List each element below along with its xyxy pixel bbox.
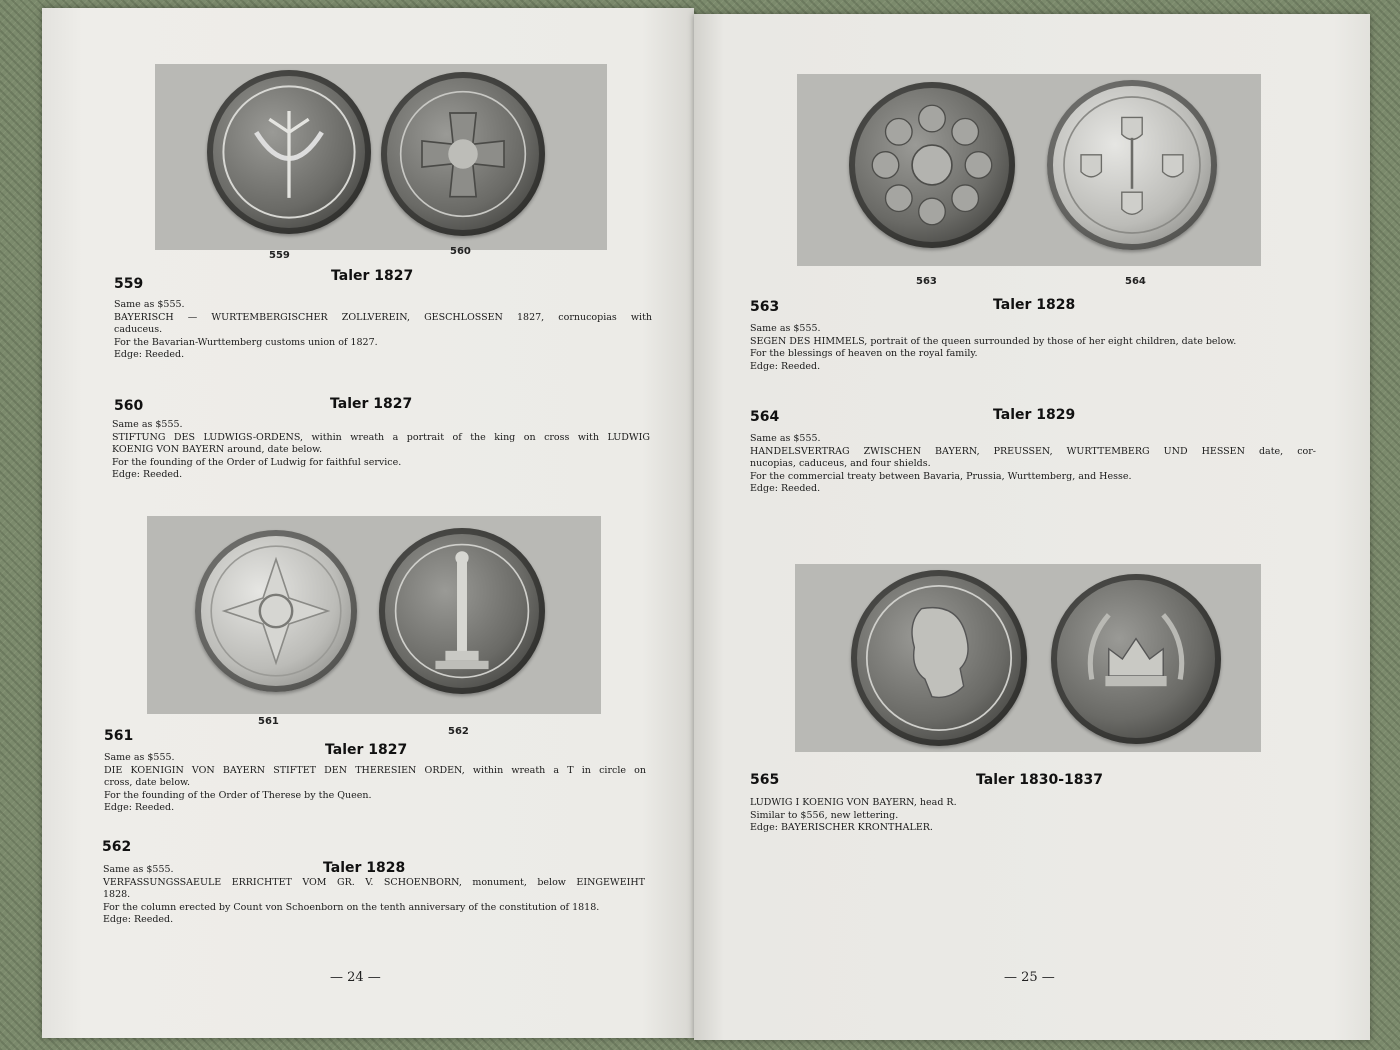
coin-plate-565 (795, 564, 1261, 752)
desc-line: For the blessings of heaven on the royal family. (750, 348, 978, 359)
desc-line: STIFTUNG DES LUDWIGS-ORDENS, within wreath a portrait of the king on cross with LUDWIG (112, 431, 650, 443)
desc-line: For the Bavarian-Wurttemberg customs union of 1827. (114, 336, 378, 348)
coin-plate-561-562 (147, 516, 601, 714)
desc-line: SEGEN DES HIMMELS, portrait of the queen surrounded by those of her eight children, date below. (750, 335, 1237, 347)
desc-line: Edge: Reeded. (103, 914, 174, 925)
plate-caption-564: 564 (1125, 276, 1146, 287)
entry-title-560: Taler 1827 (330, 396, 413, 412)
desc-line: Edge: Reeded. (750, 360, 821, 372)
page-number-24: — 24 — (330, 970, 381, 985)
entry-title-561: Taler 1827 (325, 742, 408, 758)
coin-559-image (207, 70, 371, 234)
desc-line: Same as $555. (114, 299, 185, 310)
desc-line: For the founding of the Order of Therese by the Queen. (104, 789, 372, 801)
desc-line: Edge: Reeded. (112, 469, 183, 480)
desc-line: Same as $555. (750, 433, 821, 444)
coin-plate-563-564 (797, 74, 1261, 266)
entry-description-561 (104, 752, 646, 815)
coin-563-image (849, 82, 1015, 248)
catalog-number-560: 560 (114, 398, 144, 414)
desc-line: Edge: Reeded. (114, 349, 185, 360)
entry-title-562: Taler 1828 (323, 860, 406, 876)
desc-line: caduceus. (114, 324, 163, 335)
page-number-25: — 25 — (1004, 970, 1055, 985)
desc-line: BAYERISCH — WURTEMBERGISCHER ZOLLVEREIN, GESCHLOSSEN 1827, cornucopias with (114, 311, 652, 323)
desc-line: Same as $555. (750, 323, 821, 334)
plate-caption-560: 560 (450, 246, 471, 257)
desc-line: Similar to $556, new lettering. (750, 809, 899, 821)
plate-caption-562: 562 (448, 726, 469, 737)
desc-line: DIE KOENIGIN VON BAYERN STIFTET DEN THERESIEN ORDEN, within wreath a T in circle on (104, 764, 646, 776)
desc-line: VERFASSUNGSSAEULE ERRICHTET VOM GR. V. SCHOENBORN, monument, below EINGEWEIHT (103, 876, 645, 888)
desc-line: nucopias, caduceus, and four shields. (750, 458, 931, 469)
desc-line: Same as $555. (112, 419, 183, 430)
entry-description-560 (112, 419, 650, 482)
desc-line: Same as $555. (104, 752, 175, 763)
catalog-number-562: 562 (102, 839, 132, 855)
desc-line: Edge: Reeded. (104, 802, 175, 813)
plate-caption-561: 561 (258, 716, 279, 727)
desc-line: cross, date below. (104, 777, 191, 788)
entry-description-562 (103, 864, 645, 927)
catalog-number-564: 564 (750, 409, 780, 425)
coin-560-image (381, 72, 545, 236)
desc-line: HANDELSVERTRAG ZWISCHEN BAYERN, PREUSSEN, WURTTEMBERG UND HESSEN date, cor- (750, 445, 1316, 457)
desc-line: Edge: Reeded. (750, 483, 821, 494)
coin-565-obverse-image (851, 570, 1027, 746)
entry-description-564 (750, 433, 1316, 496)
desc-line: For the column erected by Count von Schoenborn on the tenth anniversary of the constitution of 1818. (103, 901, 600, 913)
desc-line: Edge: BAYERISCHER KRONTHALER. (750, 822, 933, 833)
catalog-number-565: 565 (750, 772, 780, 788)
catalog-number-561: 561 (104, 728, 134, 744)
entry-description-563 (750, 323, 1316, 373)
entry-description-565 (750, 797, 1316, 835)
coin-564-image (1047, 80, 1217, 250)
entry-title-559: Taler 1827 (331, 268, 414, 284)
left-page (42, 8, 694, 1038)
coin-561-image (195, 530, 357, 692)
right-page (694, 14, 1370, 1040)
coin-plate-559-560 (155, 64, 607, 250)
plate-caption-559: 559 (269, 250, 290, 261)
entry-title-564: Taler 1829 (993, 407, 1076, 423)
desc-line: For the commercial treaty between Bavaria, Prussia, Wurttemberg, and Hesse. (750, 470, 1132, 482)
coin-562-image (379, 528, 545, 694)
catalog-number-559: 559 (114, 276, 144, 292)
desc-line: 1828. (103, 889, 131, 900)
desc-line: LUDWIG I KOENIG VON BAYERN, head R. (750, 797, 957, 808)
entry-description-559 (114, 299, 652, 362)
entry-title-563: Taler 1828 (993, 297, 1076, 313)
catalog-number-563: 563 (750, 299, 780, 315)
coin-565-reverse-image (1051, 574, 1221, 744)
entry-title-565: Taler 1830-1837 (976, 772, 1104, 788)
plate-caption-563: 563 (916, 276, 937, 287)
desc-line: KOENIG VON BAYERN around, date below. (112, 444, 323, 455)
desc-line: Same as $555. (103, 864, 174, 875)
desc-line: For the founding of the Order of Ludwig for faithful service. (112, 456, 402, 468)
